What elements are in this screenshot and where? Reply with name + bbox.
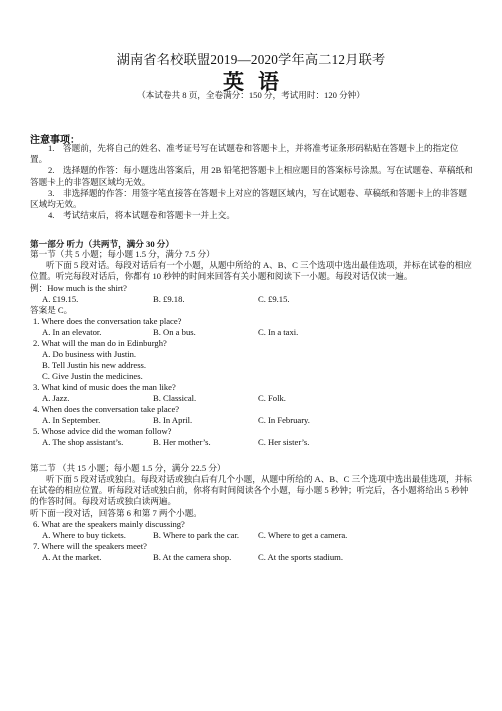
- question-stem: 1. Where does the conversation take place?: [33, 316, 182, 326]
- option-a: A. At the market.: [42, 552, 102, 562]
- question-stem: 3. What kind of music does the man like?: [33, 382, 176, 392]
- question-stem: 7. Where will the speakers meet?: [33, 541, 147, 551]
- option-b: B. Where to park the car.: [153, 530, 239, 540]
- group-intro: 听下面一段对话，回答第 6 和第 7 两个小题。: [30, 508, 202, 518]
- option-c: C. Her sister’s.: [258, 437, 310, 447]
- option-b: B. At the camera shop.: [153, 552, 232, 562]
- question-stem: 6. What are the speakers mainly discussing?: [33, 519, 185, 529]
- section1-instructions: 听下面 5 段对话。每段对话后有一个小题，从题中所给的 A、B、C 三个选项中选出最佳选项，并标在试卷的相应位置。听完每段对话后，你都有 10 秒钟的时间来回答有关小题和阅读下一小题。每段对话仅读一遍。: [30, 260, 472, 282]
- option-b: B. In April.: [153, 415, 193, 425]
- option-c: C. In February.: [258, 415, 310, 425]
- option-a: A. Jazz.: [42, 393, 70, 403]
- subject-title: 英语: [223, 70, 293, 94]
- option-c: C. In a taxi.: [258, 327, 299, 337]
- notes-heading: 注意事项：: [30, 135, 80, 146]
- section1-heading: 第一节（共 5 小题；每小题 1.5 分，满分 7.5 分）: [30, 249, 215, 259]
- option-b: B. Tell Justin his new address.: [42, 360, 147, 370]
- option-c: C. Folk.: [258, 393, 286, 403]
- option-a: A. In September.: [42, 415, 101, 425]
- option-b: B. On a bus.: [153, 327, 196, 337]
- option-c: C. Where to get a camera.: [258, 530, 348, 540]
- exam-title: 湖南省名校联盟2019—2020学年高二12月联考: [116, 52, 386, 67]
- option-c: C. Give Justin the medicines.: [42, 371, 143, 381]
- question-stem: 4. When does the conversation take place?: [33, 404, 180, 414]
- example-option-c: C. £9.15.: [258, 294, 290, 304]
- exam-subtitle: （本试卷共 8 页，全卷满分：150 分，考试用时：120 分钟）: [137, 90, 365, 100]
- note-item: 2. 选择题的作答：每小题选出答案后，用 2B 铅笔把答题卡上相应题目的答案标号涂黑。写在试题卷、草稿纸和答题卡上的非答题区域均无效。: [30, 165, 473, 187]
- option-a: A. Where to buy tickets.: [42, 530, 126, 540]
- example-answer: 答案是 C。: [30, 305, 73, 315]
- question-stem: 5. Whose advice did the woman follow?: [33, 426, 172, 436]
- note-item: 1. 答题前，先将自己的姓名、准考证号写在试题卷和答题卡上，并将准考证条形码粘贴在答题卡上的指定位置。: [30, 143, 459, 165]
- part1-heading: 第一部分 听力（共两节，满分 30 分）: [30, 239, 174, 249]
- option-c: C. At the sports stadium.: [258, 552, 343, 562]
- question-stem: 2. What will the man do in Edinburgh?: [33, 338, 167, 348]
- example-question: 例：How much is the shirt?: [30, 283, 127, 293]
- option-b: B. Classical.: [153, 393, 197, 403]
- section2-heading: 第二节 （共 15 小题；每小题 1.5 分，满分 22.5 分）: [30, 463, 226, 473]
- option-a: A. The shop assistant’s.: [42, 437, 124, 447]
- section2-instructions: 听下面 5 段对话或独白。每段对话或独白后有几个小题，从题中所给的 A、B、C 三个选项中选出最佳选项，并标在试卷的相应位置。听每段对话或独白前，你将有时间阅读各个小题，每小题 5 秒钟；听完后，各小题将给出 5 秒钟的作答时间。每段对话或独白读两遍。: [30, 474, 472, 507]
- note-item: 4. 考试结束后，将本试题卷和答题卡一并上交。: [48, 210, 235, 221]
- example-option-a: A. £19.15.: [42, 294, 79, 304]
- option-b: B. Her mother’s.: [153, 437, 211, 447]
- notes-list: [30, 143, 474, 221]
- note-item: 3. 非选择题的作答：用签字笔直接答在答题卡上对应的答题区域内，写在试题卷、草稿纸和答题卡上的非答题区域均无效。: [30, 187, 467, 210]
- option-a: A. Do business with Justin.: [42, 349, 137, 359]
- example-option-b: B. £9.18.: [153, 294, 185, 304]
- option-a: A. In an elevator.: [42, 327, 102, 337]
